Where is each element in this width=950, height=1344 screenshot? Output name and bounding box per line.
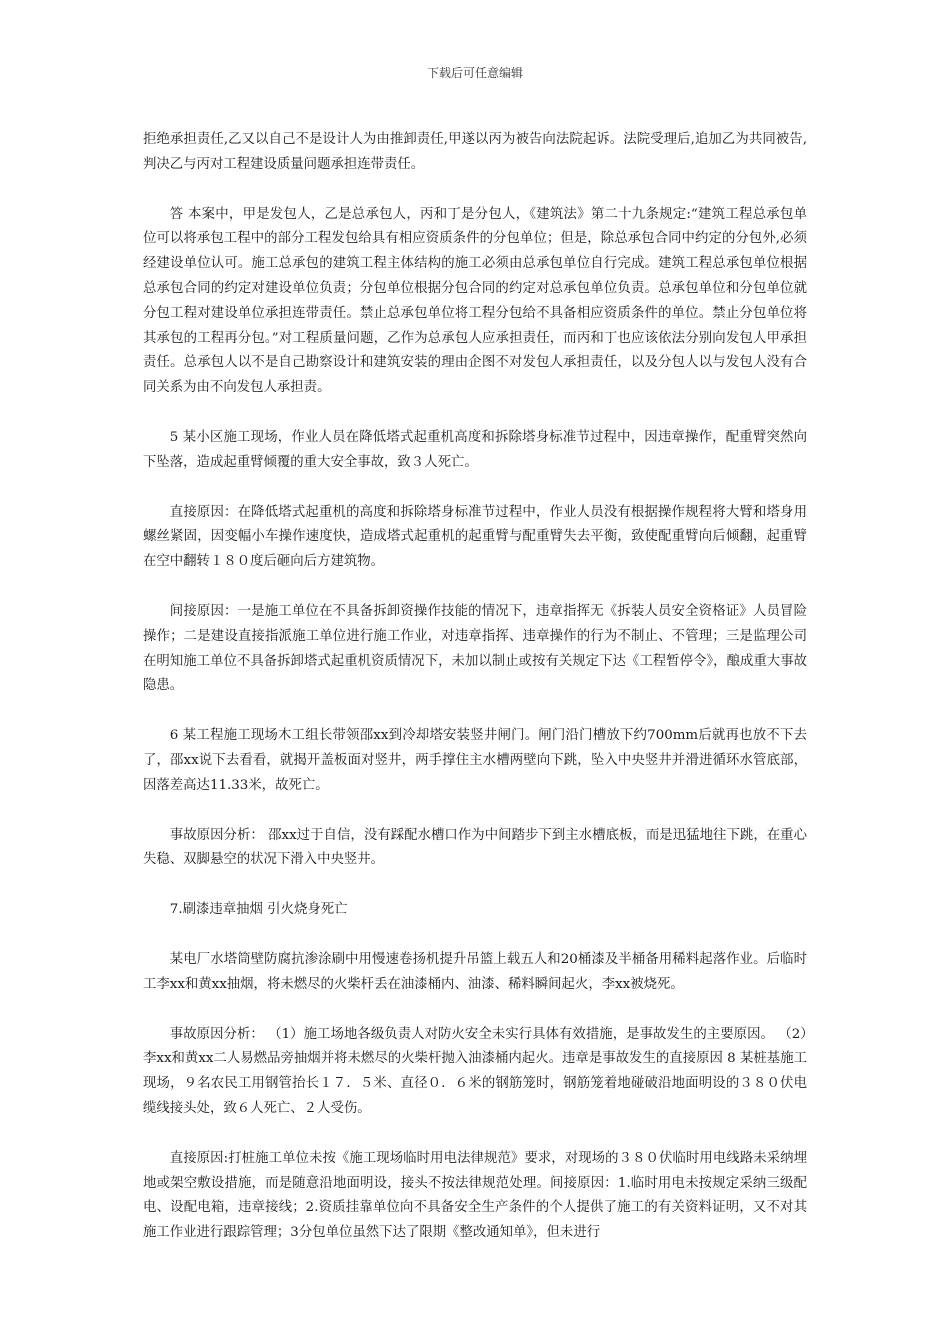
paragraph-case-7-heading: 7.刷漆违章抽烟 引火烧身死亡 <box>169 902 348 918</box>
paragraph-liability-continuation: 拒绝承担责任,乙又以自己不是设计人为由推卸责任,甲遂以丙为被告向法院起诉。法院受理后,追加乙为共同被告,判决乙与丙对工程建设质量问题承担连带责任。 <box>143 132 807 172</box>
paragraph-case-5-tower-crane: 5 某小区施工现场，作业人员在降低塔式起重机高度和拆除塔身标准节过程中，因违章操作，配重臂突然向下坠落，造成起重臂倾覆的重大安全事故，致３人死亡。 <box>143 429 807 470</box>
paragraph-case-8-causes: 直接原因:打桩施工单位未按《施工现场临时用电法律规范》要求，对现场的３８０伏临时用电线路未采纳埋地或架空敷设措施，而是随意沿地面明设，接头不按法律规范处理。间接原因：1.临时用电未按规定采纳三级配电、设配电箱，违章接线；2.资质挂靠单位向不具备安全生产条件的个人提供了施工的有关资料证明，又不对其施工作业进行跟踪管理；3分包单位虽然下达了限期《整改通知单》，但未进行 <box>143 1150 807 1241</box>
paragraph-case-5-indirect-cause: 间接原因：一是施工单位在不具备拆卸资操作技能的情况下，违章指挥无《拆装人员安全资格证》人员冒险操作；二是建设直接指派施工单位进行施工作业，对违章指挥、违章操作的行为不制止、不管理；三是监理公司在明知施工单位不具备拆卸塔式起重机资质情况下，未加以制止或按有关规定下达《工程暂停令》，酿成重大事故隐患。 <box>143 603 807 694</box>
paragraph-case-7-description: 某电厂水塔筒壁防腐抗渗涂刷中用慢速卷扬机提升吊篮上载五人和20桶漆及半桶备用稀料起落作业。后临时工李xx和黄xx抽烟，将未燃尽的火柴杆丢在油漆桶内、油漆、稀料瞬间起火，李xx被烧死。 <box>143 951 807 992</box>
paragraph-answer-construction-law: 答 本案中，甲是发包人，乙是总承包人，丙和丁是分包人，《建筑法》第二十九条规定:“建筑工程总承包单位可以将承包工程中的部分工程发包给具有相应资质条件的分包单位；但是，除总承包合同中约定的分包外,必须经建设单位认可。施工总承包的建筑工程主体结构的施工必须由总承包单位自行完成。建筑工程总承包单位根据总承包合同的约定对建设单位负责；分包单位根据分包合同的约定对总承包单位负责。总承包单位和分包单位就分包工程对建设单位承担连带责任。禁止总承包单位将工程分包给不具备相应资质条件的单位。禁止分包单位将其承包的工程再分包。”对工程质量问题，乙作为总承包人应承担责任，而丙和丁也应该依法分别向发包人甲承担责任。总承包人以不是自己勘察设计和建筑安装的理由企图不对发包人承担责任，以及分包人以与发包人没有合同关系为由不向发包人承担责。 <box>143 206 807 396</box>
page-header: 下载后可任意编辑 <box>426 66 523 80</box>
paragraph-case-6-analysis: 事故原因分析： 邵xx过于自信，没有踩配水槽口作为中间踏步下到主水槽底板，而是迅猛地往下跳，在重心失稳、双脚悬空的状况下滑入中央竖井。 <box>143 827 807 868</box>
paragraph-case-6-shaft: 6 某工程施工现场木工组长带领邵xx到冷却塔安装竖井闸门。闸门沿门槽放下约700mm后就再也放不下去了，邵xx说下去看看，就揭开盖板面对竖井，两手撑住主水槽两壁向下跳，坠入中央竖井并滑进循环水管底部，因落差高达11.33米，故死亡。 <box>143 728 807 793</box>
paragraph-case-5-direct-cause: 直接原因：在降低塔式起重机的高度和拆除塔身标准节过程中，作业人员没有根据操作规程将大臂和塔身用螺丝紧固，因变幅小车操作速度快，造成塔式起重机的起重臂与配重臂失去平衡，致使配重臂向后倾翻，起重臂在空中翻转１８０度后砸向后方建筑物。 <box>143 504 807 570</box>
paragraph-case-7-analysis: 事故原因分析： （1）施工场地各级负责人对防火安全未实行具体有效措施，是事故发生的主要原因。 （2）李xx和黄xx二人易燃品旁抽烟并将未燃尽的火柴杆抛入油漆桶内起火。违章是事故发生的直接原因 8 某桩基施工现场，９名农民工用钢管抬长１７．５米、直径０．６米的钢筋笼时，钢筋笼着地碰破沿地面明设的３８０伏电缆线接头处，致６人死亡、２人受伤。 <box>143 1026 807 1116</box>
document-body <box>143 128 807 1246</box>
